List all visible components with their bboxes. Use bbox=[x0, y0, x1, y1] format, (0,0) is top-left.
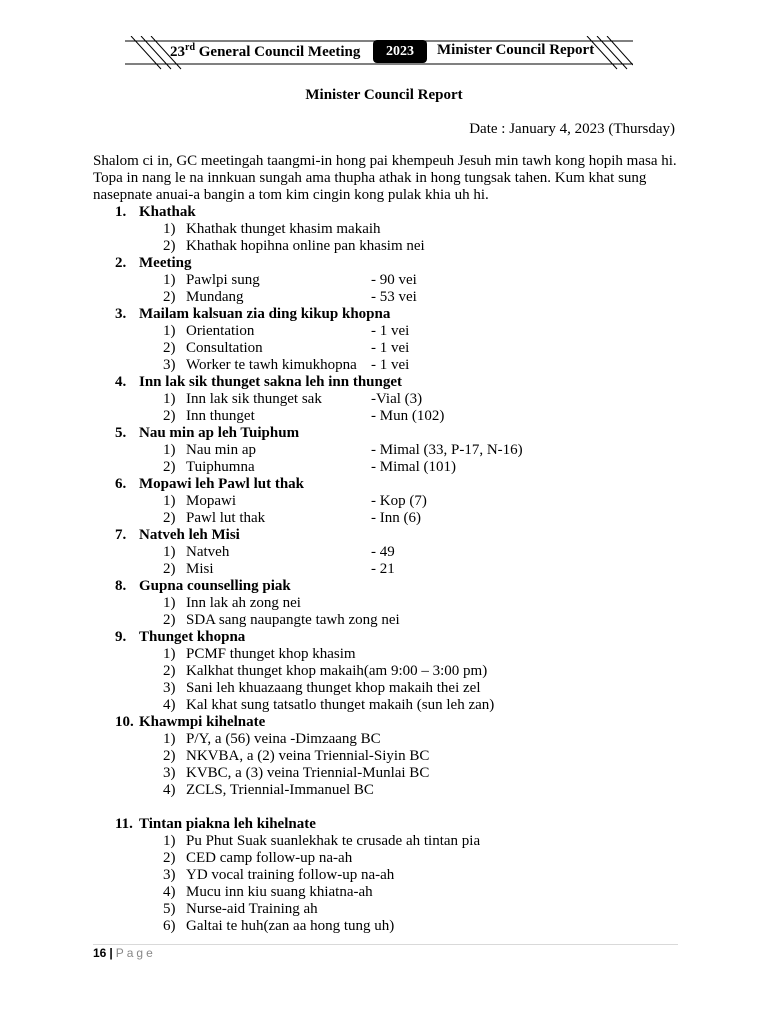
item-number: 1) bbox=[163, 833, 176, 849]
item-text: Orientation bbox=[186, 323, 255, 339]
item-text: Misi bbox=[186, 561, 214, 577]
header-year-badge: 2023 bbox=[373, 40, 427, 63]
item-text: Nau min ap bbox=[186, 442, 256, 458]
item-text: Kalkhat thunget khop makaih(am 9:00 – 3:00 pm) bbox=[186, 663, 488, 679]
item-number: 1) bbox=[163, 442, 176, 458]
item-number: 1) bbox=[163, 323, 176, 339]
item-text: Pu Phut Suak suanlekhak te crusade ah tintan pia bbox=[186, 833, 481, 849]
item-text: Mucu inn kiu suang khiatna-ah bbox=[186, 884, 373, 900]
item-number: 3) bbox=[163, 680, 176, 696]
section-heading bbox=[0, 578, 768, 595]
item-number: 1) bbox=[163, 731, 176, 747]
page-word: Page bbox=[115, 946, 156, 960]
section-heading bbox=[0, 425, 768, 442]
item-text: P/Y, a (56) veina -Dimzaang BC bbox=[186, 731, 381, 747]
item-text: SDA sang naupangte tawh zong nei bbox=[186, 612, 400, 628]
report-sections bbox=[0, 204, 768, 935]
item-text: Nurse-aid Training ah bbox=[186, 901, 318, 917]
list-item bbox=[0, 850, 768, 867]
list-item bbox=[0, 697, 768, 714]
item-number: 1) bbox=[163, 391, 176, 407]
list-item bbox=[0, 833, 768, 850]
section-heading bbox=[0, 629, 768, 646]
item-number: 2) bbox=[163, 340, 176, 356]
item-value: -Vial (3) bbox=[371, 391, 423, 407]
date-line: Date : January 4, 2023 (Thursday) bbox=[469, 121, 675, 137]
section-heading bbox=[0, 816, 768, 833]
list-item bbox=[0, 901, 768, 918]
item-text: Pawl lut thak bbox=[186, 510, 266, 526]
list-item bbox=[0, 884, 768, 901]
list-item bbox=[0, 595, 768, 612]
section-heading bbox=[0, 204, 768, 221]
list-item bbox=[0, 867, 768, 884]
section-number: 10. bbox=[115, 714, 134, 730]
list-item bbox=[0, 391, 768, 408]
item-value: - 1 vei bbox=[371, 357, 410, 373]
item-text: Pawlpi sung bbox=[186, 272, 260, 288]
section-number: 1. bbox=[115, 204, 127, 220]
item-number: 2) bbox=[163, 663, 176, 679]
section-spacer bbox=[0, 799, 768, 816]
item-text: YD vocal training follow-up na-ah bbox=[186, 867, 395, 883]
item-number: 6) bbox=[163, 918, 176, 934]
item-number: 3) bbox=[163, 357, 176, 373]
item-text: PCMF thunget khop khasim bbox=[186, 646, 356, 662]
list-item bbox=[0, 748, 768, 765]
item-value: - Mimal (101) bbox=[371, 459, 456, 475]
item-number: 2) bbox=[163, 748, 176, 764]
item-text: Inn lak sik thunget sak bbox=[186, 391, 322, 407]
item-number: 1) bbox=[163, 544, 176, 560]
item-number: 1) bbox=[163, 493, 176, 509]
section-title: Tintan piakna leh kihelnate bbox=[139, 816, 316, 832]
list-item bbox=[0, 612, 768, 629]
section-number: 11. bbox=[115, 816, 133, 832]
footer-separator: | bbox=[109, 946, 113, 960]
item-number: 2) bbox=[163, 561, 176, 577]
header-right-title: Minister Council Report bbox=[437, 42, 595, 58]
section-number: 2. bbox=[115, 255, 127, 271]
section-title: Natveh leh Misi bbox=[139, 527, 240, 543]
list-item bbox=[0, 663, 768, 680]
item-number: 2) bbox=[163, 850, 176, 866]
item-value: - Mun (102) bbox=[371, 408, 445, 424]
item-number: 1) bbox=[163, 646, 176, 662]
item-value: - Inn (6) bbox=[371, 510, 421, 526]
list-item bbox=[0, 561, 768, 578]
item-number: 4) bbox=[163, 782, 176, 798]
list-item bbox=[0, 238, 768, 255]
list-item bbox=[0, 918, 768, 935]
list-item bbox=[0, 782, 768, 799]
section-title: Mailam kalsuan zia ding kikup khopna bbox=[139, 306, 391, 322]
item-number: 3) bbox=[163, 867, 176, 883]
list-item bbox=[0, 408, 768, 425]
section-title: Khawmpi kihelnate bbox=[139, 714, 266, 730]
item-number: 2) bbox=[163, 238, 176, 254]
item-text: Khathak hopihna online pan khasim nei bbox=[186, 238, 425, 254]
header-banner bbox=[125, 36, 633, 70]
header-left-title: 23rd General Council Meeting bbox=[170, 42, 361, 60]
item-text: KVBC, a (3) veina Triennial-Munlai BC bbox=[186, 765, 430, 781]
list-item bbox=[0, 459, 768, 476]
item-number: 2) bbox=[163, 408, 176, 424]
item-value: - Mimal (33, P-17, N-16) bbox=[371, 442, 523, 458]
item-number: 2) bbox=[163, 612, 176, 628]
section-number: 5. bbox=[115, 425, 127, 441]
section-heading bbox=[0, 374, 768, 391]
item-text: ZCLS, Triennial-Immanuel BC bbox=[186, 782, 374, 798]
list-item bbox=[0, 646, 768, 663]
item-text: Inn thunget bbox=[186, 408, 255, 424]
list-item bbox=[0, 442, 768, 459]
section-number: 3. bbox=[115, 306, 127, 322]
page-number: 16 bbox=[93, 946, 107, 960]
item-text: Consultation bbox=[186, 340, 263, 356]
section-heading bbox=[0, 714, 768, 731]
item-number: 4) bbox=[163, 884, 176, 900]
item-text: Worker te tawh kimukhopna bbox=[186, 357, 357, 373]
item-text: Kal khat sung tatsatlo thunget makaih (sun leh zan) bbox=[186, 697, 495, 713]
section-heading bbox=[0, 476, 768, 493]
list-item bbox=[0, 765, 768, 782]
item-value: - 49 bbox=[371, 544, 395, 560]
list-item bbox=[0, 289, 768, 306]
item-text: Natveh bbox=[186, 544, 230, 560]
section-number: 9. bbox=[115, 629, 127, 645]
section-number: 7. bbox=[115, 527, 127, 543]
item-value: - 90 vei bbox=[371, 272, 417, 288]
item-number: 2) bbox=[163, 289, 176, 305]
item-value: - 1 vei bbox=[371, 340, 410, 356]
item-number: 5) bbox=[163, 901, 176, 917]
item-number: 1) bbox=[163, 595, 176, 611]
footer-divider bbox=[93, 944, 678, 945]
item-text: Inn lak ah zong nei bbox=[186, 595, 301, 611]
list-item bbox=[0, 340, 768, 357]
section-title: Thunget khopna bbox=[139, 629, 246, 645]
item-number: 4) bbox=[163, 697, 176, 713]
item-number: 3) bbox=[163, 765, 176, 781]
item-number: 2) bbox=[163, 459, 176, 475]
section-number: 8. bbox=[115, 578, 127, 594]
item-text: NKVBA, a (2) veina Triennial-Siyin BC bbox=[186, 748, 430, 764]
item-text: CED camp follow-up na-ah bbox=[186, 850, 353, 866]
list-item bbox=[0, 323, 768, 340]
section-title: Gupna counselling piak bbox=[139, 578, 291, 594]
item-number: 1) bbox=[163, 221, 176, 237]
item-text: Mopawi bbox=[186, 493, 236, 509]
section-title: Mopawi leh Pawl lut thak bbox=[139, 476, 305, 492]
section-number: 6. bbox=[115, 476, 127, 492]
list-item bbox=[0, 272, 768, 289]
page-footer bbox=[93, 946, 156, 960]
section-title: Meeting bbox=[139, 255, 192, 271]
item-value: - 21 bbox=[371, 561, 395, 577]
section-title: Inn lak sik thunget sakna leh inn thunget bbox=[139, 374, 403, 390]
document-title: Minister Council Report bbox=[305, 87, 463, 103]
item-value: - 53 vei bbox=[371, 289, 417, 305]
section-title: Khathak bbox=[139, 204, 196, 220]
list-item bbox=[0, 680, 768, 697]
list-item bbox=[0, 510, 768, 527]
item-text: Khathak thunget khasim makaih bbox=[186, 221, 381, 237]
section-heading bbox=[0, 255, 768, 272]
item-value: - Kop (7) bbox=[371, 493, 427, 509]
item-text: Mundang bbox=[186, 289, 244, 305]
section-number: 4. bbox=[115, 374, 127, 390]
list-item bbox=[0, 221, 768, 238]
item-number: 1) bbox=[163, 272, 176, 288]
item-text: Sani leh khuazaang thunget khop makaih thei zel bbox=[186, 680, 481, 696]
list-item bbox=[0, 731, 768, 748]
list-item bbox=[0, 544, 768, 561]
item-text: Tuiphumna bbox=[186, 459, 255, 475]
item-number: 2) bbox=[163, 510, 176, 526]
item-text: Galtai te huh(zan aa hong tung uh) bbox=[186, 918, 395, 934]
section-heading bbox=[0, 527, 768, 544]
section-title: Nau min ap leh Tuiphum bbox=[139, 425, 300, 441]
section-heading bbox=[0, 306, 768, 323]
intro-paragraph: Shalom ci in, GC meetingah taangmi-in hong pai khempeuh Jesuh min tawh kong hopih masa hi. Topa in nang le na innkuan sungah ama thupha athak in hong tungsak tahen. Kum khat sung nasepnate anuai-a bangin a tom kim cingin kong pulak khia uh hi. bbox=[93, 153, 677, 203]
item-value: - 1 vei bbox=[371, 323, 410, 339]
list-item bbox=[0, 493, 768, 510]
list-item bbox=[0, 357, 768, 374]
